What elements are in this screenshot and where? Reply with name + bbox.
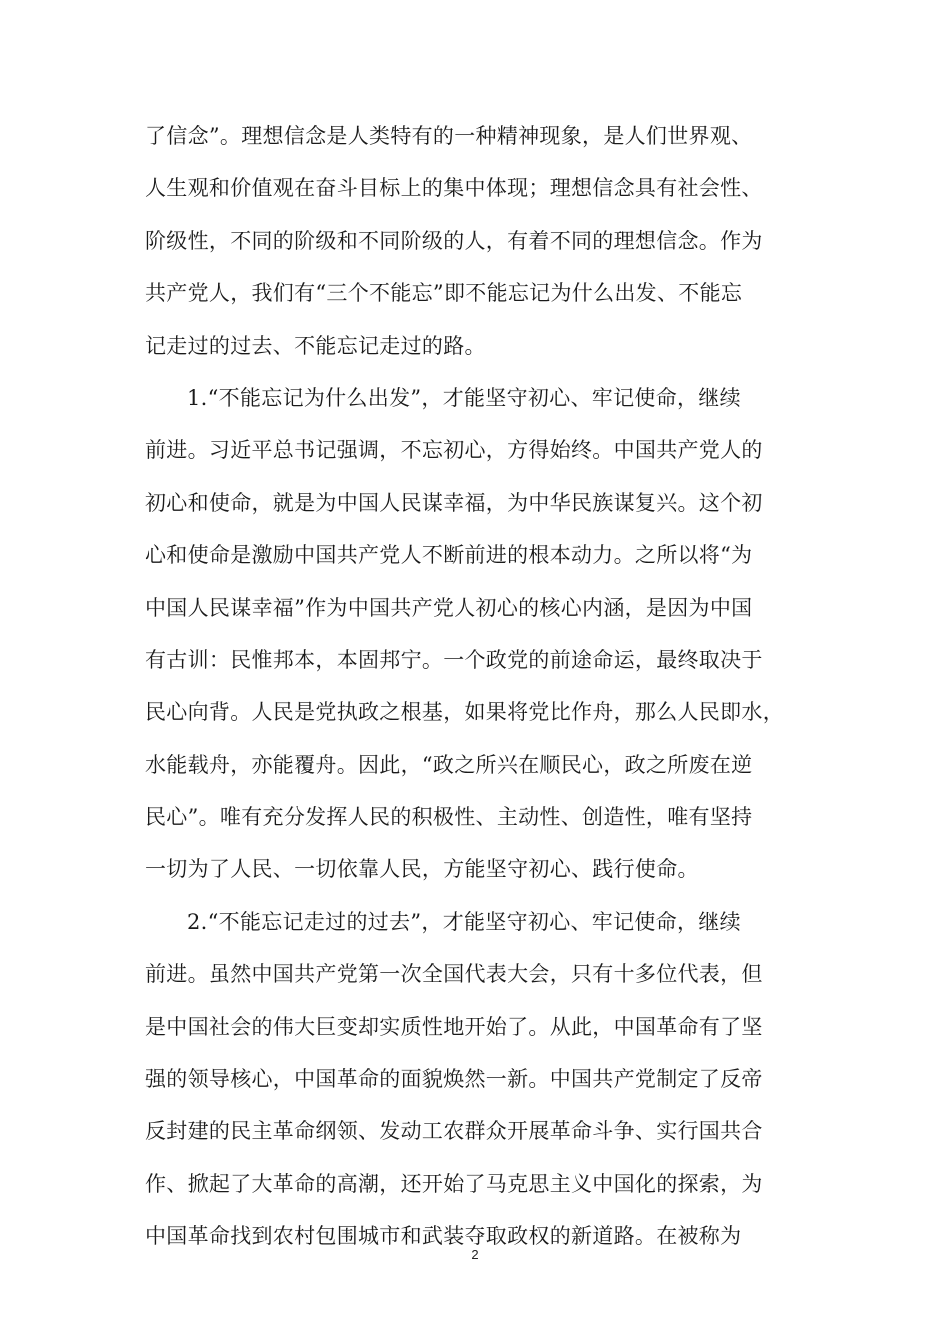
text-line: 阶级性，不同的阶级和不同阶级的人，有着不同的理想信念。作为 [145,228,763,253]
text-line: 记走过的过去、不能忘记走过的路。 [145,333,486,358]
paragraph-point-1 [145,372,805,896]
page-number: 2 [471,1247,479,1262]
text-line: 初心和使命，就是为中国人民谋幸福，为中华民族谋复兴。这个初 [145,490,763,515]
text-line: 民心”。唯有充分发挥人民的积极性、主动性、创造性，唯有坚持 [145,805,753,830]
paragraph-point-2 [145,896,805,1263]
text-line: 人生观和价值观在奋斗目标上的集中体现；理想信念具有社会性、 [145,176,763,201]
body-text [145,110,805,1263]
text-line: 了信念”。理想信念是人类特有的一种精神现象，是人们世界观、 [145,124,753,148]
text-line-first: 1.“不能忘记为什么出发”，才能坚守初心、牢记使命，继续 [187,385,741,410]
text-line: 民心向背。人民是党执政之根基，如果将党比作舟，那么人民即水， [145,700,784,725]
text-line: 一切为了人民、一切依靠人民，方能坚守初心、践行使命。 [145,857,699,882]
text-line: 有古训：民惟邦本，本固邦宁。一个政党的前途命运，最终取决于 [145,647,763,672]
text-line: 共产党人，我们有“三个不能忘”即不能忘记为什么出发、不能忘 [145,281,743,306]
text-line: 强的领导核心，中国革命的面貌焕然一新。中国共产党制定了反帝 [145,1067,763,1092]
paragraph-continuation [145,110,805,372]
text-line: 水能载舟，亦能覆舟。因此，“政之所兴在顺民心，政之所废在逆 [145,752,753,777]
text-line-first: 2.“不能忘记走过的过去”，才能坚守初心、牢记使命，继续 [187,909,741,934]
text-line: 是中国社会的伟大巨变却实质性地开始了。从此，中国革命有了坚 [145,1014,763,1039]
text-line: 作、掀起了大革命的高潮，还开始了马克思主义中国化的探索，为 [145,1171,763,1196]
text-line: 心和使命是激励中国共产党人不断前进的根本动力。之所以将“为 [145,543,753,568]
text-line: 中国革命找到农村包围城市和武装夺取政权的新道路。在被称为 [145,1224,742,1249]
text-line: 前进。虽然中国共产党第一次全国代表大会，只有十多位代表，但 [145,962,763,987]
text-line: 反封建的民主革命纲领、发动工农群众开展革命斗争、实行国共合 [145,1119,763,1144]
text-line: 中国人民谋幸福”作为中国共产党人初心的核心内涵，是因为中国 [145,595,753,620]
text-line: 前进。习近平总书记强调，不忘初心，方得始终。中国共产党人的 [145,438,763,463]
